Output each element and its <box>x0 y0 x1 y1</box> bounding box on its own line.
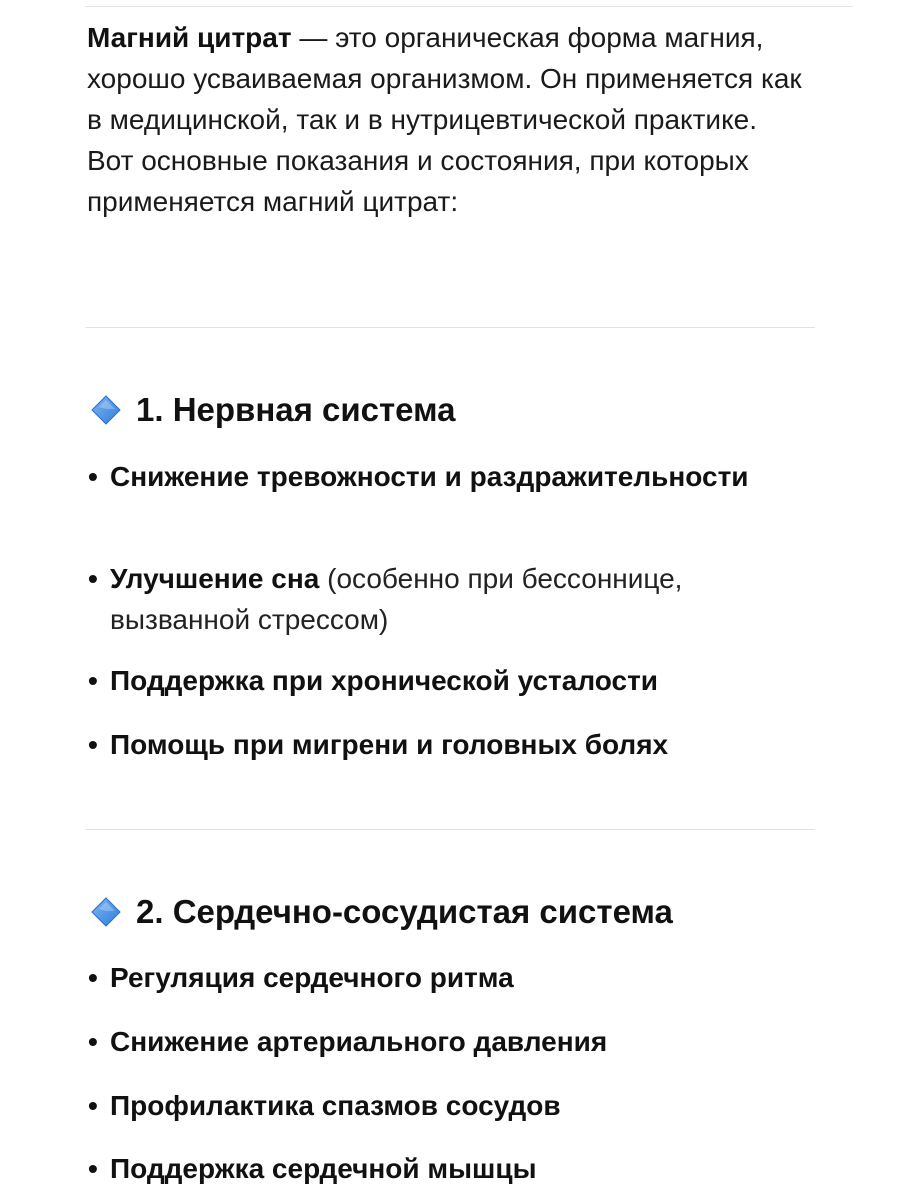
section-divider-1 <box>85 327 815 328</box>
list-item <box>88 1021 808 1062</box>
bullet-marker: • <box>88 962 98 993</box>
list-item-bold: Профилактика спазмов сосудов <box>110 1090 561 1121</box>
list-item <box>88 957 808 998</box>
list-item <box>88 660 808 701</box>
section-heading-cardiovascular-system <box>88 890 673 934</box>
list-item <box>88 1148 808 1189</box>
list-item-bold: Помощь при мигрени и головных болях <box>110 729 669 760</box>
intro-text: — это органическая форма магния, хорошо усваиваемая организмом. Он применяется как в медицинской, так и в нутрицевтической практике. Вот основные показания и состояния, при которых применяется магний цитрат: <box>87 22 802 217</box>
bullet-marker: • <box>88 1026 98 1057</box>
list-item-note: (особенно при бессоннице, вызванной стрессом) <box>110 563 683 635</box>
bullet-marker: • <box>88 1090 98 1121</box>
list-item-bold: Снижение тревожности и раздражительности <box>110 461 749 492</box>
bullet-marker: • <box>88 1153 98 1184</box>
list-item-bold: Поддержка сердечной мышцы <box>110 1153 537 1184</box>
list-item <box>88 456 808 497</box>
bullet-marker: • <box>88 665 98 696</box>
list-item-bold: Снижение артериального давления <box>110 1026 608 1057</box>
bullet-marker: • <box>88 461 98 492</box>
section-title: 1. Нервная система <box>136 391 456 428</box>
list-item <box>88 558 808 640</box>
blue-diamond-icon <box>88 392 124 428</box>
section-divider-2 <box>85 829 815 830</box>
intro-bold-term: Магний цитрат <box>87 22 292 53</box>
list-item-bold: Улучшение сна <box>110 563 320 594</box>
top-divider <box>85 6 853 7</box>
list-item <box>88 1085 808 1126</box>
blue-diamond-icon <box>88 894 124 930</box>
intro-paragraph <box>87 17 807 222</box>
section-title: 2. Сердечно-сосудистая система <box>136 893 673 930</box>
list-item-bold: Поддержка при хронической усталости <box>110 665 658 696</box>
section-heading-nervous-system <box>88 388 455 432</box>
list-item-bold: Регуляция сердечного ритма <box>110 962 514 993</box>
list-item <box>88 724 808 765</box>
bullet-marker: • <box>88 729 98 760</box>
bullet-marker: • <box>88 563 98 594</box>
